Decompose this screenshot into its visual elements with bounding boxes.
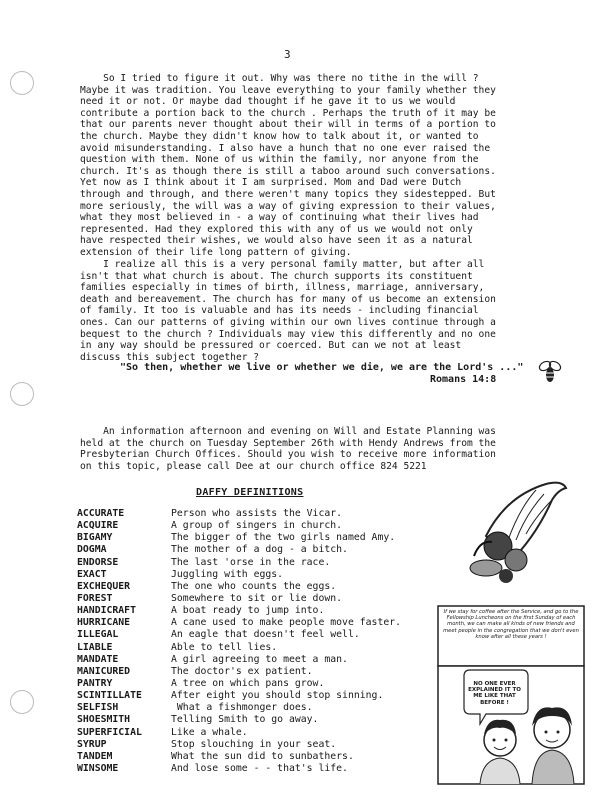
- definition-row: [77, 739, 471, 751]
- scripture-reference: Romans 14:8: [430, 374, 497, 385]
- definition-meaning: The last 'orse in the race.: [171, 556, 331, 568]
- definition-row: [77, 678, 471, 690]
- definitions-list: [77, 508, 471, 775]
- page-number: 3: [284, 48, 291, 61]
- punch-hole-middle: [10, 382, 34, 406]
- punch-hole-top: [10, 71, 34, 95]
- definition-term: PANTRY: [77, 677, 113, 689]
- definition-term: FOREST: [77, 592, 113, 604]
- definition-term: ACCURATE: [77, 508, 125, 519]
- definition-meaning: Stop slouching in your seat.: [171, 738, 337, 750]
- definition-row: [77, 654, 471, 666]
- definition-meaning: An eagle that doesn't feel well.: [171, 629, 360, 641]
- definition-term: SCINTILLATE: [77, 690, 142, 702]
- bee-icon: [536, 358, 564, 386]
- definition-row: [77, 642, 471, 654]
- definition-row: [77, 666, 471, 678]
- definition-meaning: What the sun did to sunbathers.: [171, 750, 354, 762]
- definition-row: [77, 520, 471, 532]
- announcement-paragraph: An information afternoon and evening on Will and Estate Planning was held at the church on Tuesday September 26th with Hendy Andrews from the Presbyterian Church Offices. Should you wish to receive more information on this topic, please call Dee at our church office 824 5221: [80, 426, 496, 472]
- definition-term: SELFISH: [77, 702, 119, 714]
- definition-meaning: The mother of a dog - a bitch.: [171, 544, 348, 556]
- definition-term: SUPERFICIAL: [77, 726, 142, 738]
- definition-term: BIGAMY: [77, 532, 113, 544]
- definition-meaning: The bigger of the two girls named Amy.: [171, 532, 396, 544]
- definition-term: MANICURED: [77, 665, 131, 677]
- definition-meaning: Telling Smith to go away.: [171, 714, 319, 726]
- cartoon-caption: If we stay for coffee after the Service, and go to the Fellowship Luncheons on the first Sunday of each month, we can make all kinds of new friends and meet people in the congregation that we don't even know after all these years !: [443, 609, 579, 640]
- definition-row: [77, 751, 471, 763]
- definition-row: [77, 532, 471, 544]
- definition-term: ACQUIRE: [77, 520, 119, 532]
- definition-term: ILLEGAL: [77, 629, 119, 641]
- definition-row: [77, 617, 471, 629]
- definition-meaning: The one who counts the eggs.: [171, 580, 337, 592]
- definition-row: [77, 629, 471, 641]
- definition-meaning: A group of singers in church.: [171, 520, 343, 532]
- definition-term: SYRUP: [77, 738, 107, 750]
- definition-row: [77, 690, 471, 702]
- definition-meaning: The doctor's ex patient.: [171, 665, 313, 677]
- definition-term: HANDICRAFT: [77, 605, 136, 617]
- definition-row: [77, 763, 471, 775]
- definition-meaning: A boat ready to jump into.: [171, 605, 325, 617]
- definition-row: [77, 714, 471, 726]
- definition-term: SHOESMITH: [77, 714, 131, 726]
- definition-row: [77, 605, 471, 617]
- speech-bubble-text: NO ONE EVER EXPLAINED IT TO ME LIKE THAT BEFORE !: [468, 681, 521, 706]
- definition-row: [77, 581, 471, 593]
- definition-meaning: What a fishmonger does.: [171, 702, 313, 714]
- definitions-title: DAFFY DEFINITIONS: [196, 487, 304, 498]
- definition-meaning: And lose some - - that's life.: [171, 762, 348, 774]
- definition-meaning: Like a whale.: [171, 726, 248, 738]
- definition-term: TANDEM: [77, 750, 113, 762]
- definition-meaning: Juggling with eggs.: [171, 568, 284, 580]
- definition-meaning: Person who assists the Vicar.: [171, 508, 343, 519]
- definition-row: [77, 557, 471, 569]
- definition-row: [77, 544, 471, 556]
- definition-meaning: A girl agreeing to meet a man.: [171, 653, 348, 665]
- body-paragraph-2: I realize all this is a very personal family matter, but after all isn't that what church is about. The church supports its constituent families especially in times of birth, illness, marriage, anniversary, death and bereavement. The church has for many of us become an extension of family. It too is valuable and has its needs - including financial ones. Can our patterns of giving within our own lives continue through a bequest to the church ? Individuals may view this differently and no one in any way should be pressured or coerced. But can we not at least discuss this subject together ?: [80, 259, 496, 363]
- definition-term: HURRICANE: [77, 617, 131, 629]
- definition-row: [77, 702, 471, 714]
- body-paragraph-1: So I tried to figure it out. Why was there no tithe in the will ? Maybe it was tradition. You leave everything to your family whether they need it or not. Or maybe dad thought if he gave it to us we would contribute a portion back to the church . Perhaps the truth of it may be that our parents never thought about their will in terms of a portion to the church. Maybe they didn't know how to talk about it, or wanted to avoid misunderstanding. I also have a hunch that no one ever raised the question with them. None of us within the family, nor anyone from the church. It's as though there is still a taboo around such conversations. Yet now as I think about it I am surprised. Mom and Dad were Dutch through and through, and there weren't many topics they sidestepped. But more seriously, the will was a way of giving expression to their values, what they most believed in - a way of continuing what their lives had represented. Had they explored this with any of us we would not only have respected their wishes, we would also have seen it as a natural extension of their life long pattern of giving.: [80, 73, 496, 258]
- definition-term: WINSOME: [77, 762, 119, 774]
- definition-meaning: Somewhere to sit or lie down.: [171, 592, 343, 604]
- definition-term: MANDATE: [77, 653, 119, 665]
- definition-term: EXACT: [77, 568, 107, 580]
- definition-term: LIABLE: [77, 641, 113, 653]
- definition-term: DOGMA: [77, 544, 107, 556]
- definition-term: ENDORSE: [77, 556, 119, 568]
- definition-term: EXCHEQUER: [77, 580, 131, 592]
- definition-meaning: After eight you should stop sinning.: [171, 690, 384, 702]
- definition-meaning: Able to tell lies.: [171, 641, 278, 653]
- punch-hole-bottom: [10, 690, 34, 714]
- definition-row: [77, 593, 471, 605]
- scripture-quote: "So then, whether we live or whether we die, we are the Lord's ...": [120, 362, 524, 373]
- definition-row: [77, 727, 471, 739]
- definition-row: [77, 508, 471, 520]
- definition-meaning: A cane used to make people move faster.: [171, 617, 402, 629]
- definition-row: [77, 569, 471, 581]
- definition-meaning: A tree on which pans grow.: [171, 677, 325, 689]
- cornucopia-illustration: [466, 476, 576, 588]
